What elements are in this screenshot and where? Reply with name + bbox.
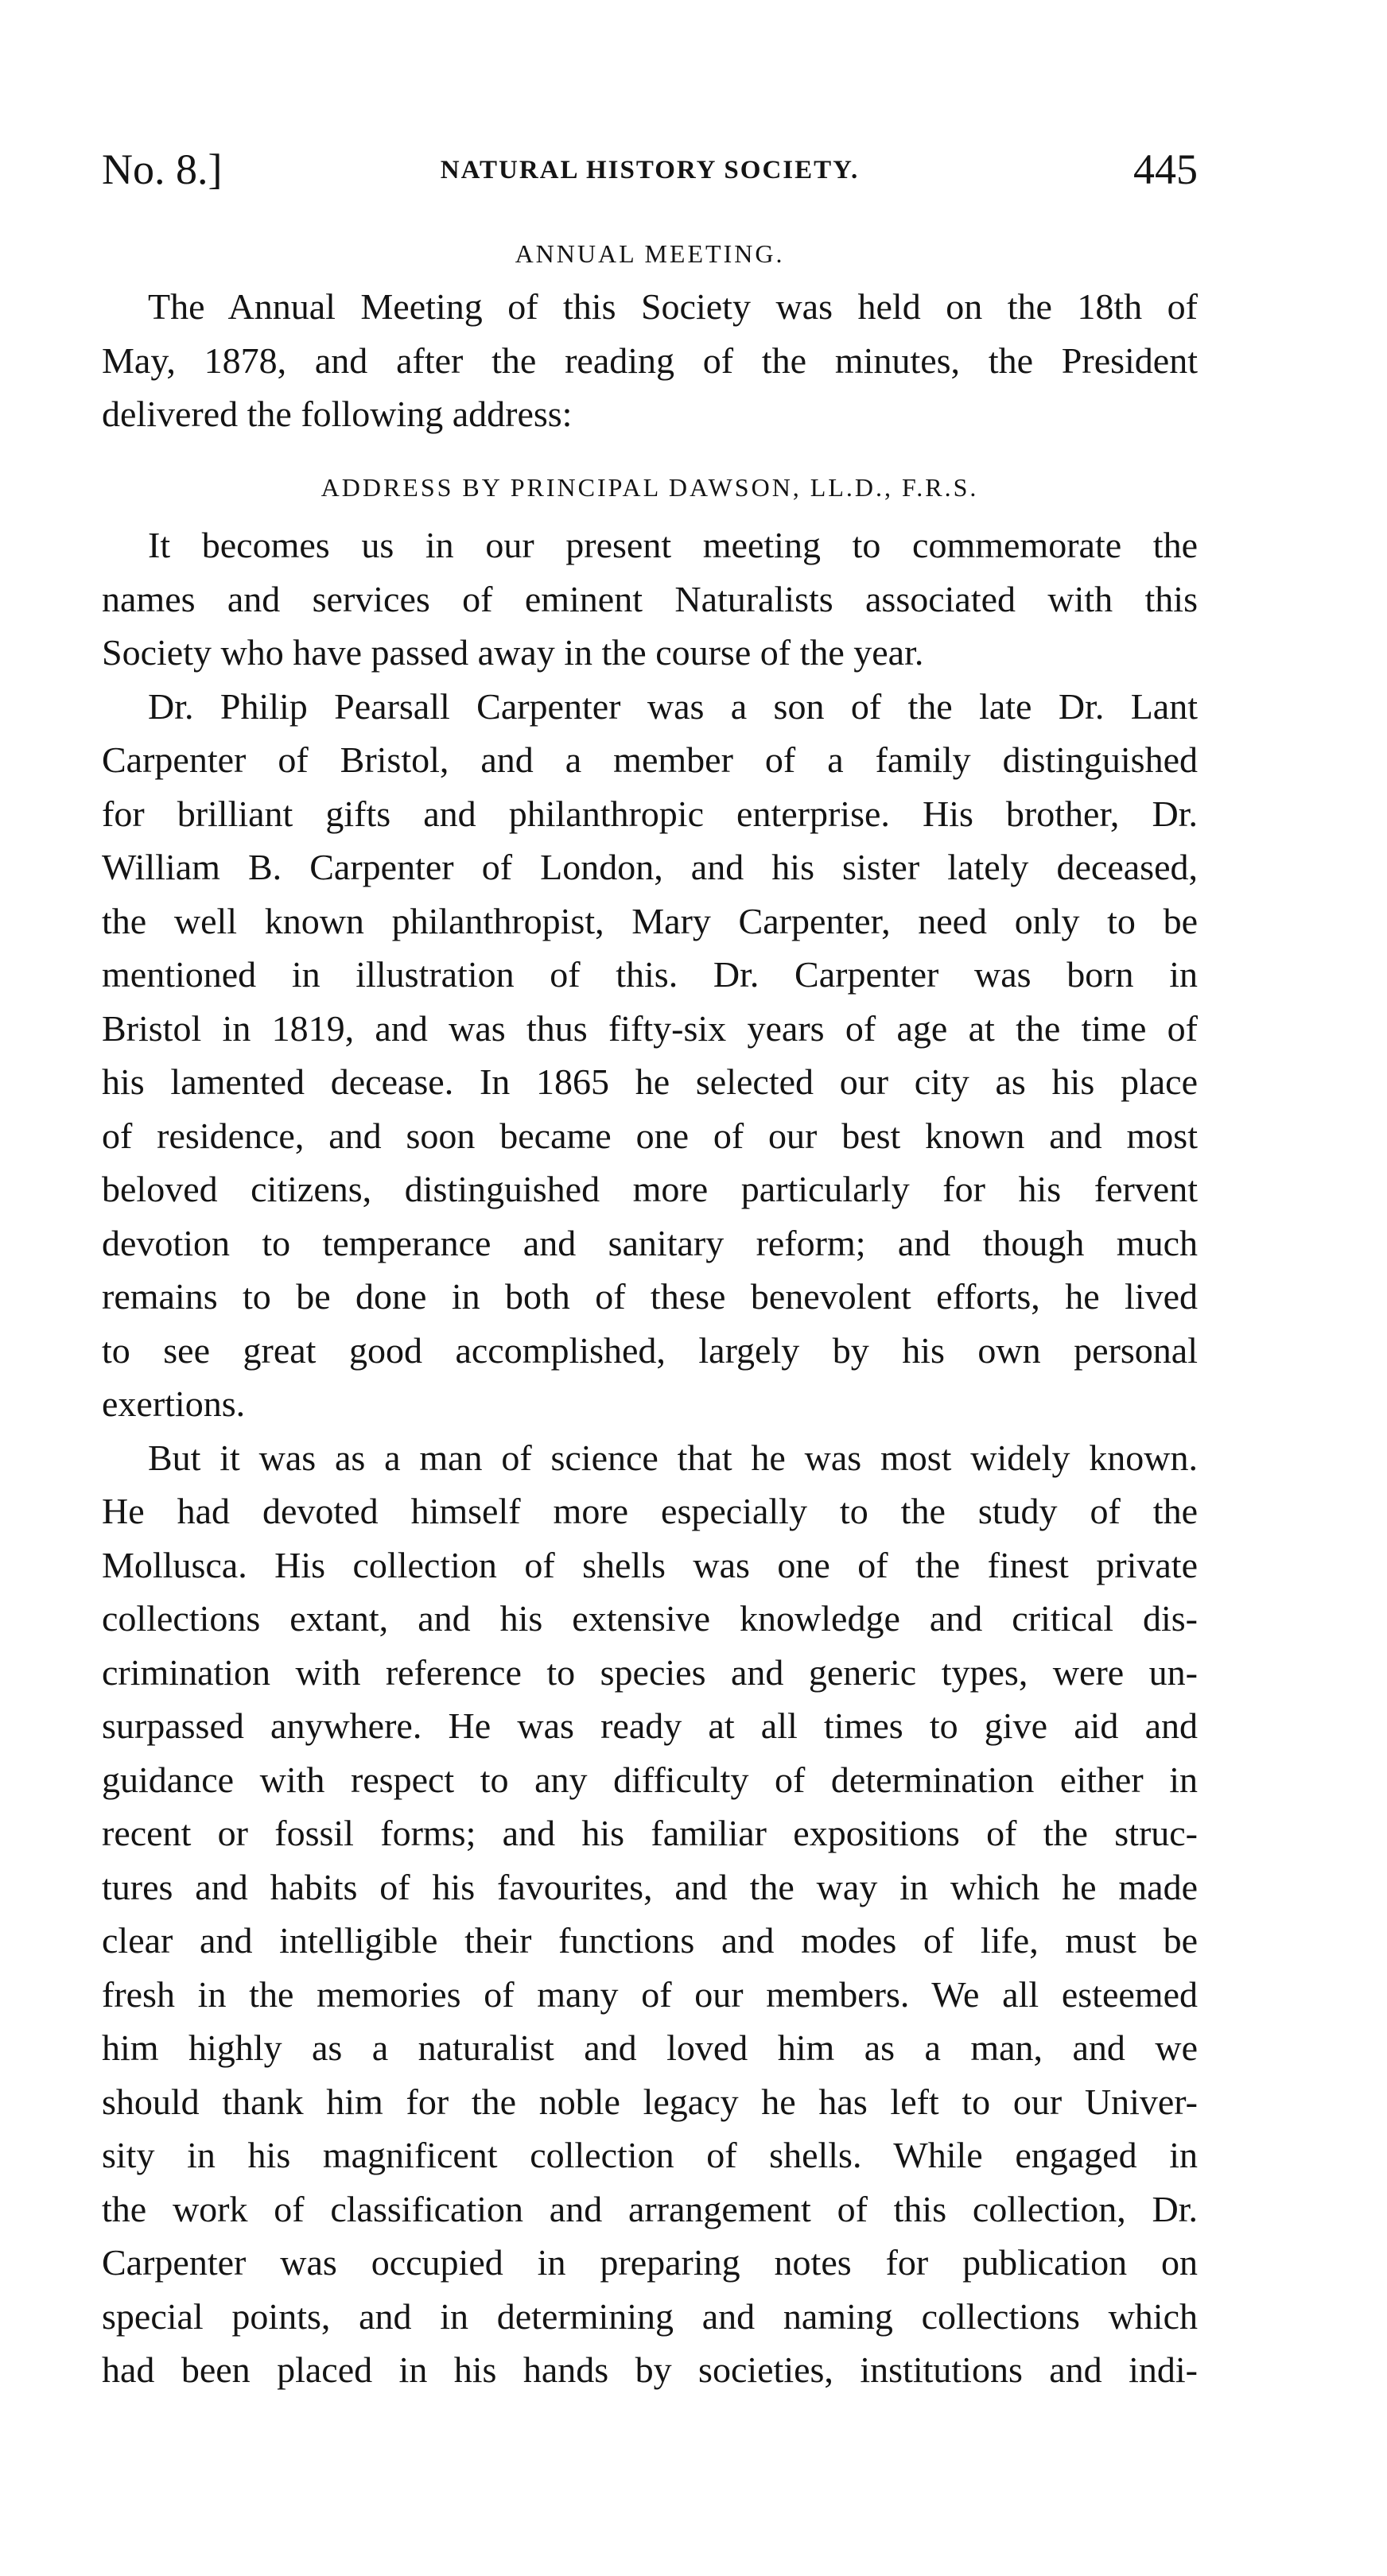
text-line: William B. Carpenter of London, and his sister lately deceased,	[102, 847, 1198, 887]
text-line: The Annual Meeting of this Society was held on the 18th of	[148, 286, 1198, 327]
text-line: devotion to temperance and sanitary reform; and though much	[102, 1222, 1198, 1263]
journal-title: NATURAL HISTORY SOCIETY.	[440, 156, 860, 184]
text-line: should thank him for the noble legacy he has left to our Univer-	[102, 2081, 1198, 2122]
text-line: sity in his magnificent collection of shells. While engaged in	[102, 2135, 1198, 2175]
text-line: Society who have passed away in the course of the year.	[102, 632, 924, 673]
page-number: 445	[1133, 145, 1198, 193]
text-line: collections extant, and his extensive knowledge and critical dis-	[102, 1598, 1198, 1639]
text-line: Carpenter of Bristol, and a member of a family distinguished	[102, 739, 1198, 780]
text-line: It becomes us in our present meeting to commemorate the	[148, 525, 1198, 565]
text-line: tures and habits of his favourites, and the way in which he made	[102, 1866, 1198, 1907]
text-line: He had devoted himself more especially to the study of the	[102, 1491, 1198, 1531]
text-line: had been placed in his hands by societies, institutions and indi-	[102, 2349, 1198, 2390]
issue-number: No. 8.]	[102, 145, 223, 193]
text-line: But it was as a man of science that he was most widely known.	[148, 1437, 1198, 1478]
text-line: May, 1878, and after the reading of the minutes, the President	[102, 339, 1198, 381]
text-line: names and services of eminent Naturalists associated with this	[102, 578, 1198, 619]
text-line: delivered the following address:	[102, 394, 573, 434]
section-heading-address: ADDRESS BY PRINCIPAL DAWSON, LL.D., F.R.S.	[321, 473, 979, 502]
text-line: crimination with reference to species and generic types, were un-	[102, 1651, 1198, 1693]
section-heading-annual-meeting: ANNUAL MEETING.	[515, 239, 785, 268]
text-line: recent or fossil forms; and his familiar expositions of the struc-	[102, 1813, 1198, 1853]
text-line: clear and intelligible their functions and modes of life, must be	[102, 1920, 1198, 1961]
text-line: to see great good accomplished, largely by his own personal	[102, 1329, 1198, 1371]
text-line: for brilliant gifts and philanthropic enterprise. His brother, Dr.	[102, 793, 1198, 834]
text-line: the work of classification and arrangement of this collection, Dr.	[102, 2188, 1198, 2229]
text-line: Carpenter was occupied in preparing notes for publication on	[102, 2242, 1198, 2283]
text-line: him highly as a naturalist and loved him as a man, and we	[102, 2027, 1198, 2068]
text-line: Mollusca. His collection of shells was one of the finest private	[102, 1544, 1198, 1585]
text-line: Bristol in 1819, and was thus fifty-six years of age at the time of	[102, 1007, 1198, 1049]
text-line: surpassed anywhere. He was ready at all times to give aid and	[102, 1705, 1198, 1746]
text-line: special points, and in determining and naming collections which	[102, 2295, 1198, 2337]
address-body	[102, 518, 1198, 2397]
running-head	[102, 142, 1198, 197]
text-line: of residence, and soon became one of our best known and most	[102, 1115, 1198, 1156]
text-line: his lamented decease. In 1865 he selected our city as his place	[102, 1061, 1198, 1102]
text-line: the well known philanthropist, Mary Carpenter, need only to be	[102, 900, 1198, 941]
text-line: guidance with respect to any difficulty of determination either in	[102, 1759, 1198, 1800]
text-line: beloved citizens, distinguished more particularly for his fervent	[102, 1169, 1198, 1209]
intro-paragraph	[102, 280, 1198, 441]
text-line: Dr. Philip Pearsall Carpenter was a son of the late Dr. Lant	[148, 685, 1198, 727]
text-line: remains to be done in both of these benevolent efforts, he lived	[102, 1276, 1198, 1317]
text-line: mentioned in illustration of this. Dr. Carpenter was born in	[102, 954, 1198, 995]
text-line: fresh in the memories of many of our members. We all esteemed	[102, 1973, 1198, 2015]
text-line: exertions.	[102, 1383, 246, 1424]
